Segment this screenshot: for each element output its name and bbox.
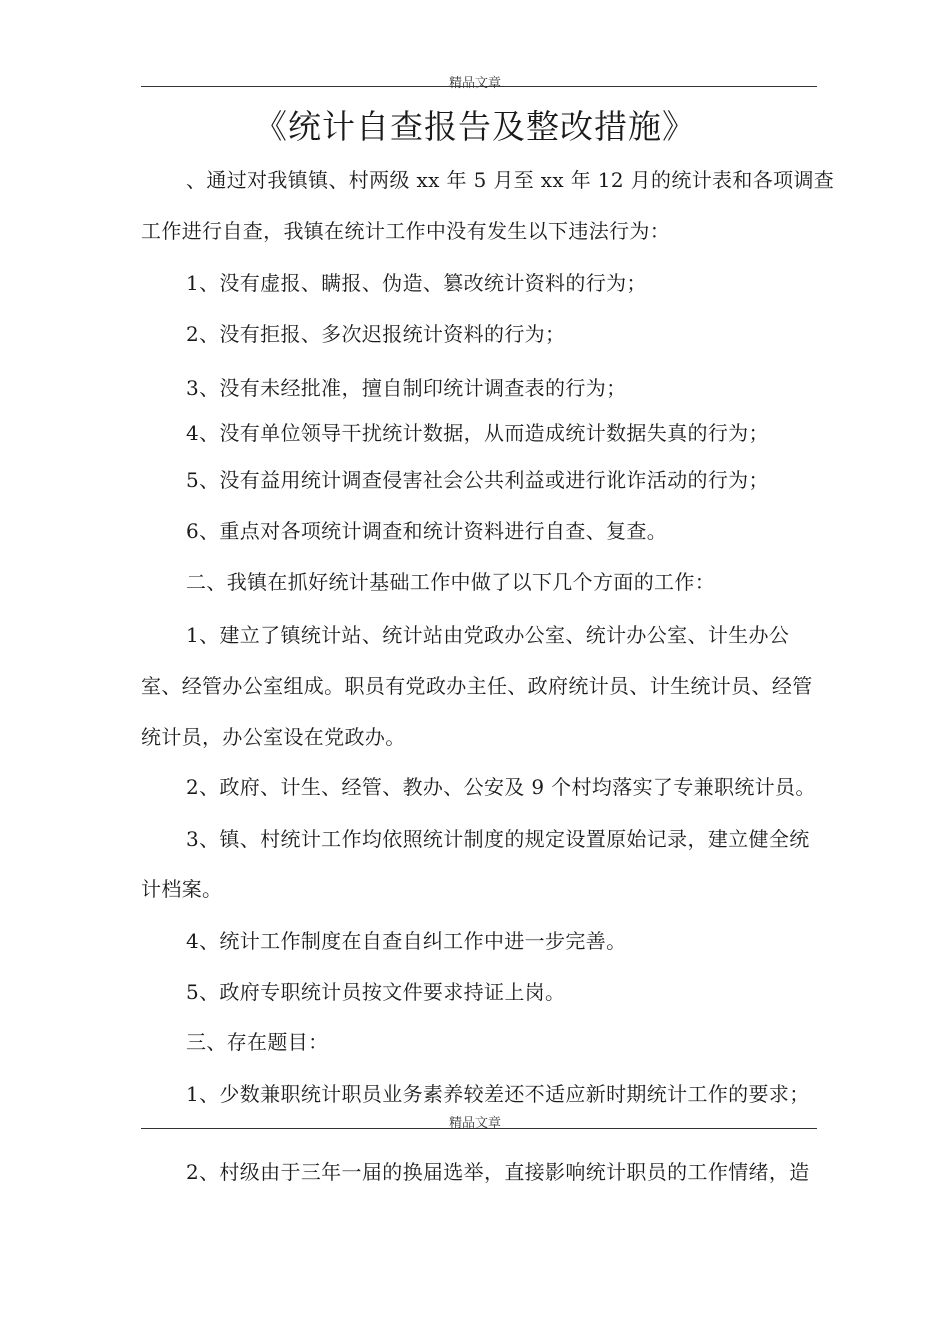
list-item: 2、政府、计生、经管、教办、公安及 9 个村均落实了专兼职统计员。 xyxy=(186,775,816,799)
paragraph-line: 1、建立了镇统计站、统计站由党政办公室、统计办公室、计生办公 xyxy=(186,623,790,647)
list-item: 5、政府专职统计员按文件要求持证上岗。 xyxy=(186,980,566,1004)
footer-rule xyxy=(141,1128,817,1129)
paragraph-line: 3、镇、村统计工作均依照统计制度的规定设置原始记录，建立健全统 xyxy=(186,827,810,851)
document-title: 《统计自查报告及整改措施》 xyxy=(254,107,696,146)
paragraph-line: 工作进行自查，我镇在统计工作中没有发生以下违法行为： xyxy=(141,219,671,243)
footer-label: 精品文章 xyxy=(448,1116,501,1131)
paragraph-line: 、通过对我镇镇、村两级 xx 年 5 月至 xx 年 12 月的统计表和各项调查 xyxy=(186,168,835,192)
list-item: 5、没有益用统计调查侵害社会公共利益或进行讹诈活动的行为； xyxy=(186,468,769,492)
list-item: 4、没有单位领导干扰统计数据，从而造成统计数据失真的行为； xyxy=(186,421,769,445)
list-item: 3、没有未经批准，擅自制印统计调查表的行为； xyxy=(186,376,627,400)
paragraph-line: 室、经管办公室组成。职员有党政办主任、政府统计员、计生统计员、经管 xyxy=(141,674,813,698)
list-item: 1、没有虚报、瞒报、伪造、篡改统计资料的行为； xyxy=(186,271,647,295)
list-item: 2、没有拒报、多次迟报统计资料的行为； xyxy=(186,322,566,346)
header-rule xyxy=(141,86,817,87)
list-item: 4、统计工作制度在自查自纠工作中进一步完善。 xyxy=(186,929,627,953)
paragraph-line: 统计员，办公室设在党政办。 xyxy=(141,725,406,749)
list-item: 1、少数兼职统计职员业务素养较差还不适应新时期统计工作的要求； xyxy=(186,1082,810,1106)
section-heading: 二、我镇在抓好统计基础工作中做了以下几个方面的工作： xyxy=(186,570,716,594)
list-item: 2、村级由于三年一届的换届选举，直接影响统计职员的工作情绪，造 xyxy=(186,1160,810,1184)
list-item: 6、重点对各项统计调查和统计资料进行自查、复查。 xyxy=(186,519,668,543)
paragraph-line: 计档案。 xyxy=(141,877,223,901)
section-heading: 三、存在题目： xyxy=(186,1030,329,1054)
header-label: 精品文章 xyxy=(448,76,501,91)
